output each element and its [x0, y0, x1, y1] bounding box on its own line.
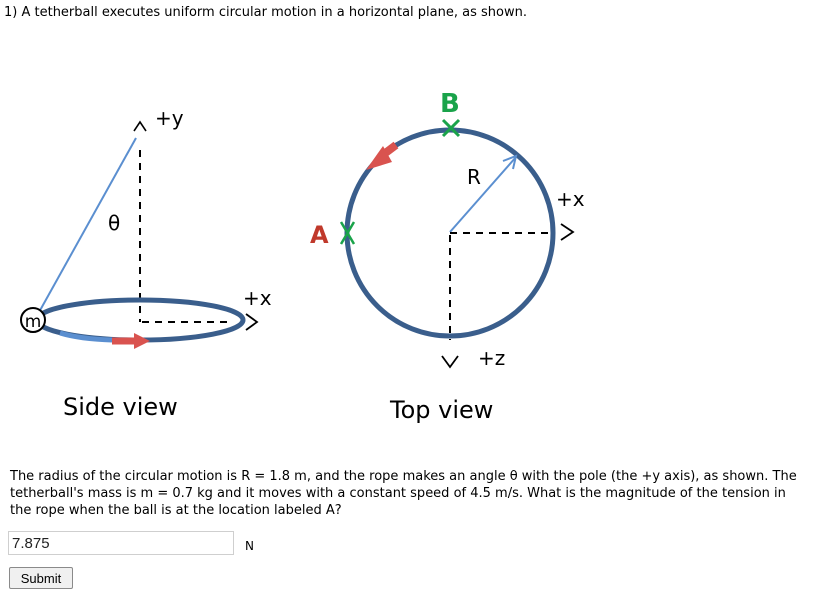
top-z-arrowhead: [442, 356, 458, 367]
top-view: [310, 89, 585, 424]
problem-text-line-1: The radius of the circular motion is R = 1.8 m, and the rope makes an angle θ with the pole (the +y axis), as shown. The: [10, 469, 797, 484]
top-z-axis-label: +z: [478, 346, 506, 370]
side-view: [21, 106, 272, 421]
submit-button[interactable]: Submit: [9, 567, 73, 589]
top-x-arrowhead: [561, 224, 573, 240]
radius-line: [450, 157, 516, 232]
question-title: 1) A tetherball executes uniform circular motion in a horizontal plane, as shown.: [4, 5, 527, 20]
problem-text-line-2: tetherball's mass is m = 0.7 kg and it moves with a constant speed of 4.5 m/s. What is the magnitude of the tension in: [10, 486, 786, 501]
answer-input[interactable]: [8, 531, 234, 555]
angle-theta-label: θ: [108, 211, 121, 235]
side-velocity-arrowhead: [134, 333, 150, 349]
side-x-axis-label: +x: [243, 286, 272, 310]
problem-text-line-3: the rope when the ball is at the location labeled A?: [10, 503, 342, 518]
point-a-label: A: [310, 221, 329, 249]
side-y-axis-label: +y: [155, 106, 184, 130]
top-x-axis-label: +x: [556, 187, 585, 211]
problem-text: [10, 468, 800, 519]
rope: [38, 138, 136, 314]
mass-label: m: [24, 312, 42, 332]
y-axis-arrowhead: [134, 122, 146, 131]
top-view-caption: Top view: [390, 396, 494, 424]
radius-label: R: [467, 165, 481, 189]
side-view-caption: Side view: [63, 393, 178, 421]
side-x-arrowhead: [246, 314, 257, 330]
point-b-label: B: [440, 89, 460, 119]
unit-label: N: [245, 539, 254, 553]
